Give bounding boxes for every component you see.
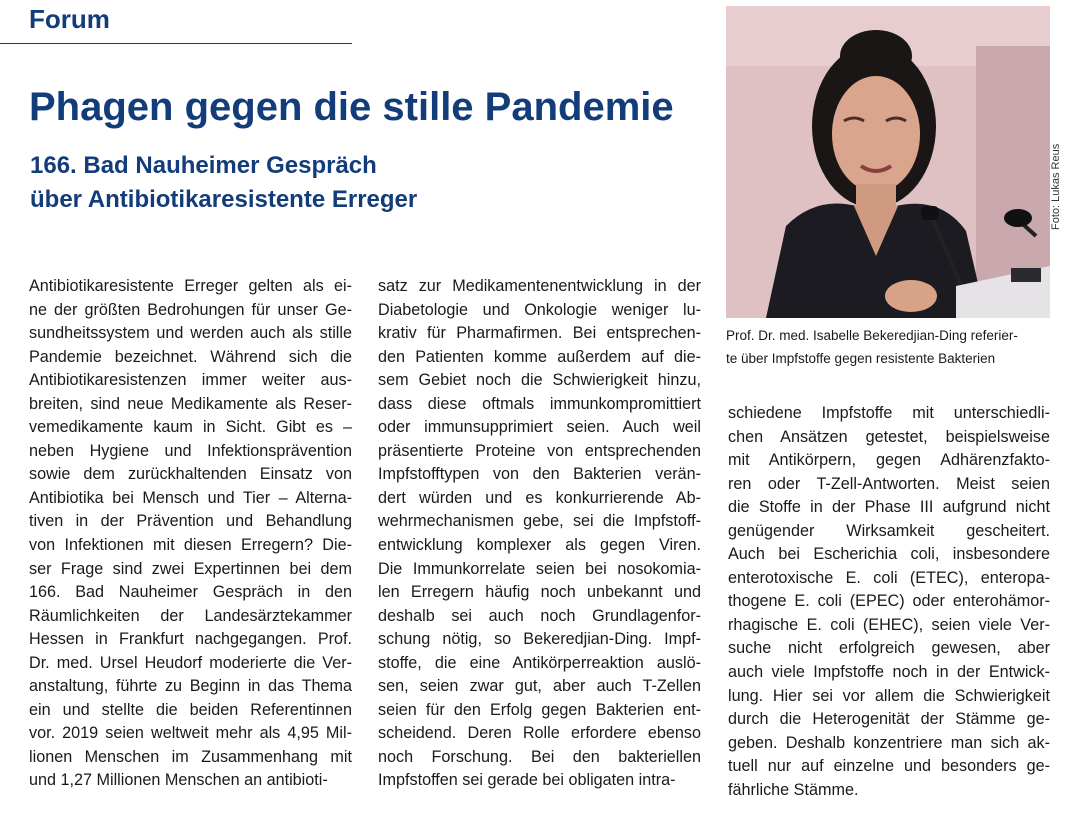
body-text-line: ein und stellte die beiden Referentinnen [29, 700, 352, 719]
body-text-line: sowie dem zurückhaltenden Einsatz von [29, 465, 352, 484]
headline: Phagen gegen die stille Pandemie [29, 85, 674, 129]
body-text-line: lionen Menschen im Zusammenhang mit [29, 747, 352, 766]
body-text-line: fährliche Stämme. [728, 780, 859, 799]
body-text-line: ne der größten Bedrohungen für unser Ge- [29, 300, 352, 319]
body-column-1 [29, 275, 352, 793]
body-text-line: stoffe, die eine Antikörperreaktion auslö- [378, 653, 701, 672]
body-text-line: und 1,27 Millionen Menschen an antibioti- [29, 771, 328, 790]
body-text-line: ren oder T-Zell-Antworten. Meist seien [728, 474, 1050, 493]
photo-caption-line: Prof. Dr. med. Isabelle Bekeredjian-Ding referier- [726, 328, 1018, 343]
section-label: Forum [29, 4, 110, 34]
body-text-line: auch viele Impfstoffe noch in der Entwick- [728, 663, 1050, 682]
body-text-line: Dr. med. Ursel Heudorf moderierte die Ver- [29, 653, 352, 672]
body-text-line: enterotoxische E. coli (ETEC), enteropa- [728, 568, 1050, 587]
body-text-line: krativ für Pharmafirmen. Bei entsprechen- [378, 324, 701, 343]
body-text-line: noch Forschung. Bei den bakteriellen [378, 747, 701, 766]
photo-credit: Foto: Lukas Reus [1050, 143, 1062, 230]
body-text-line: oder immunsupprimiert seien. Auch weil [378, 418, 701, 437]
body-text-line: deshalb sei auch noch Grundlagenfor- [378, 606, 701, 625]
body-text-line: Antibiotika bei Mensch und Tier – Alterna- [29, 488, 352, 507]
body-text-line: thogene E. coli (EPEC) oder enterohämor- [728, 592, 1050, 611]
body-text-line: suche nicht erfolgreich gewesen, aber [728, 639, 1050, 658]
body-text-line: sundheitssystem und werden auch als stille [29, 324, 352, 343]
body-text-line: anstaltung, führte zu Beginn in das Thema [29, 677, 352, 696]
body-text-line: rhagische E. coli (EHEC), seien viele Ver- [728, 615, 1050, 634]
body-text-line: Impfstoffen sei gerade bei obligaten intra- [378, 771, 676, 790]
body-text-line: ser Frage sind zwei Expertinnen bei dem [29, 559, 352, 578]
body-text-line: dert würden und es konkurrierende Ab- [378, 488, 701, 507]
body-text-line: präsentierte Proteine von entsprechenden [378, 441, 701, 460]
body-text-line: Räumlichkeiten der Landesärztekammer [29, 606, 352, 625]
body-text-line: durch die Heterogenität der Stämme ge- [728, 710, 1050, 729]
body-text-line: satz zur Medikamentenentwicklung in der [378, 277, 701, 295]
body-text-line: lung. Hier sei vor allem die Schwierigkeit [728, 686, 1050, 705]
body-text-line: chen Ansätzen getestet, beispielsweise [728, 427, 1050, 446]
body-text-line: tuell nur auf einzelne und besonders ge- [728, 757, 1050, 776]
photo-caption-line: te über Impfstoffe gegen resistente Bakterien [726, 351, 996, 366]
body-text-line: Die Immunkorrelate seien bei nosokomia- [378, 559, 701, 578]
body-text-line: breiten, sind neue Medikamente als Reser- [29, 394, 352, 413]
body-text-line: sem Gebiet noch die Schwierigkeit hinzu, [378, 371, 701, 390]
body-text-line: scheidend. Deren Rolle erfordere ebenso [378, 724, 701, 743]
body-text-line: Antibiotikaresistente Erreger gelten als ei- [29, 277, 352, 295]
section-rule [0, 43, 352, 44]
body-text-line: Hessen in Frankfurt nachgegangen. Prof. [29, 630, 352, 649]
body-text-line: len Erregern häufig noch unbekannt und [378, 583, 701, 602]
body-column-2 [378, 275, 701, 793]
body-column-3 [728, 402, 1050, 802]
speaker-photo-illustration [726, 6, 1050, 318]
speaker-photo [726, 6, 1050, 318]
body-text-line: Diabetologie und Onkologie weniger lu- [378, 300, 701, 319]
body-text-line: genügender Wirksamkeit gescheitert. [728, 521, 1050, 540]
body-text-line: entwicklung komplexer als gegen Viren. [378, 536, 701, 555]
body-text-line: den Patienten komme außerdem auf die- [378, 347, 701, 366]
body-text-line: vor. 2019 seien weltweit mehr als 4,95 Mil- [29, 724, 352, 743]
body-text-line: wehrmechanismen gebe, sei die Impfstoff- [378, 512, 701, 531]
body-text-line: sen, seien zwar gut, aber auch T-Zellen [378, 677, 701, 696]
body-text-line: geben. Deshalb konzentriere man sich ak- [728, 733, 1050, 752]
subheadline-line-1: 166. Bad Nauheimer Gespräch [30, 152, 377, 179]
body-text-line: tiven in der Prävention und Behandlung [29, 512, 352, 531]
body-text-line: seien für den Erfolg gegen Bakterien ent- [378, 700, 701, 719]
body-text-line: Antibiotikaresistenzen immer weiter aus- [29, 371, 352, 390]
body-text-line: dass diese oftmals immunkompromittiert [378, 394, 701, 413]
body-text-line: mit Antikörpern, gegen Adhärenzfakto- [728, 451, 1050, 470]
body-text-line: neben Hygiene und Infektionsprävention [29, 441, 352, 460]
body-text-line: schiedene Impfstoffe mit unterschiedli- [728, 404, 1050, 422]
subheadline-line-2: über Antibiotikaresistente Erreger [30, 186, 418, 213]
photo-caption [726, 324, 1056, 370]
body-text-line: die Stoffe in der Phase III aufgrund nicht [728, 498, 1050, 517]
body-text-line: vemedikamente kaum in Sicht. Gibt es – [29, 418, 352, 437]
body-text-line: Pandemie bezeichnet. Während sich die [29, 347, 352, 366]
body-text-line: 166. Bad Nauheimer Gespräch in den [29, 583, 352, 602]
body-text-line: Auch bei Escherichia coli, insbesondere [728, 545, 1050, 564]
body-text-line: von Infektionen mit diesen Erregern? Die- [29, 536, 352, 555]
body-text-line: Impfstofftypen von den Bakterien verän- [378, 465, 701, 484]
body-text-line: schung nötig, so Bekeredjian-Ding. Impf- [378, 630, 701, 649]
